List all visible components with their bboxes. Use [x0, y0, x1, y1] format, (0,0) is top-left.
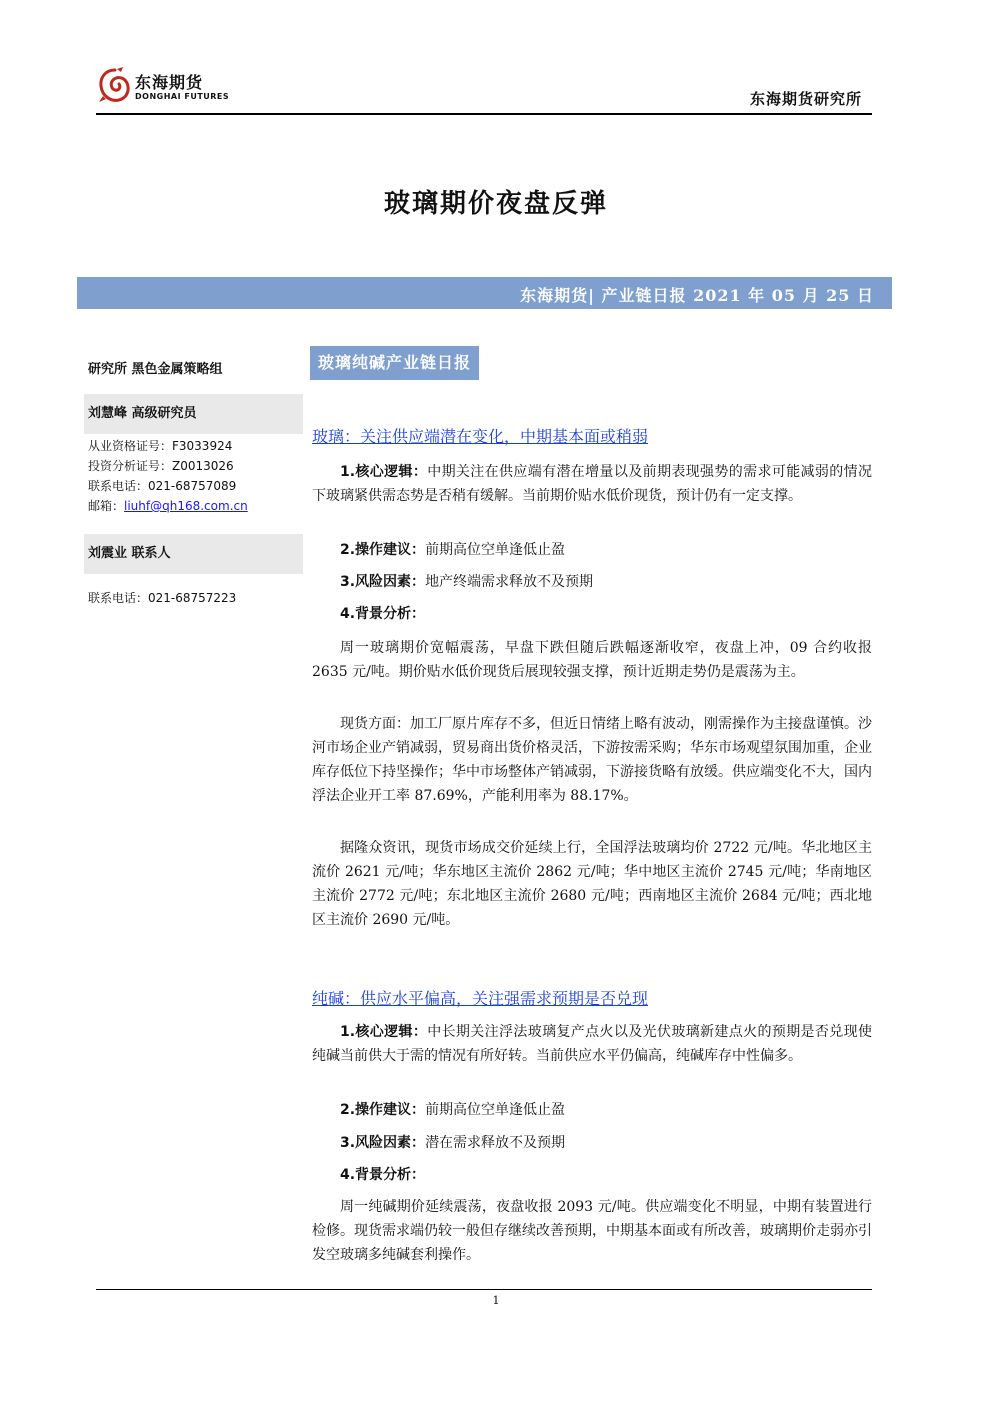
glass-logic-label: 1.核心逻辑：: [340, 464, 428, 480]
glass-section-title: 玻璃：关注供应端潜在变化，中期基本面或稍弱: [312, 427, 649, 446]
glass-logic-text: 中期关注在供应端有潜在增量以及前期表现强势的需求可能减弱的情况下玻璃紧供需态势是否稍有缓解。当前期价贴水低价现货，预计仍有一定支撑。: [312, 464, 872, 504]
soda-advice-label: 2.操作建议：: [340, 1102, 426, 1118]
glass-risk: [340, 570, 593, 594]
soda-core-logic: [312, 1020, 872, 1068]
glass-core-logic: [312, 460, 872, 508]
analyst-2-name: 刘震业 联系人: [84, 534, 303, 574]
document-title: 玻璃期价夜盘反弹: [383, 189, 608, 219]
analyst-1-phone: 联系电话：021-68757089: [88, 479, 237, 493]
glass-bg-label: 4.背景分析：: [340, 606, 426, 622]
glass-paragraph-3: 据隆众资讯，现货市场成交价延续上行，全国浮法玻璃均价 2722 元/吨。华北地区主流价 2621 元/吨；华东地区主流价 2862 元/吨；华中地区主流价 2745 元/吨；华南地区主流价 2772 元/吨；东北地区主流价 2680 元/吨；西南地区主流价 2684 元/吨；西北地区主流价 2690 元/吨。: [312, 840, 872, 928]
soda-background-heading: [340, 1163, 425, 1187]
header-divider: [96, 113, 872, 115]
soda-logic-label: 1.核心逻辑：: [340, 1024, 428, 1040]
soda-section-title: 纯碱：供应水平偏高，关注强需求预期是否兑现: [312, 989, 649, 1008]
report-banner: [77, 277, 892, 309]
soda-bg-label: 4.背景分析：: [340, 1167, 426, 1183]
logo-chinese-name: 东海期货: [135, 73, 204, 92]
soda-risk-text: 潜在需求释放不及预期: [425, 1135, 566, 1151]
soda-risk-label: 3.风险因素：: [340, 1135, 426, 1151]
glass-paragraph-2: 现货方面：加工厂原片库存不多，但近日情绪上略有波动，刚需操作为主接盘谨慎。沙河市场企业产销减弱，贸易商出货价格灵活，下游按需采购；华东市场观望氛围加重，企业库存低位下持坚操作；华中市场整体产销减弱，下游接货略有放缓。供应端变化不大，国内浮法企业开工率 87.69%，产能利用率为 88.17%。: [312, 716, 872, 804]
glass-risk-label: 3.风险因素：: [340, 574, 426, 590]
header-institute: 东海期货研究所: [749, 90, 862, 108]
analyst-1-investment-cert: 投资分析证号：Z0013026: [88, 459, 234, 473]
glass-advice-text: 前期高位空单逢低止盈: [425, 542, 566, 558]
page-number: 1: [492, 1294, 500, 1307]
sidebar-department: 研究所 黑色金属策略组: [88, 362, 223, 377]
analyst-2-phone: 联系电话：021-68757223: [88, 591, 237, 605]
analyst-1-name: 刘慧峰 高级研究员: [84, 394, 303, 434]
analyst-1-qualification: 从业资格证号：F3033924: [88, 439, 233, 453]
glass-paragraph-1: 周一玻璃期价宽幅震荡，早盘下跌但随后跌幅逐渐收窄，夜盘上冲，09 合约收报 2635 元/吨。期价贴水低价现货后展现较强支撑，预计近期走势仍是震荡为主。: [312, 640, 872, 680]
analyst-1-email-row: [84, 496, 303, 516]
footer-divider: [96, 1289, 872, 1290]
soda-advice: [340, 1098, 565, 1122]
glass-background-heading: [340, 602, 425, 626]
glass-advice-label: 2.操作建议：: [340, 542, 426, 558]
soda-paragraph-1: 周一纯碱期价延续震荡，夜盘收报 2093 元/吨。供应端变化不明显，中期有装置进行检修。现货需求端仍较一般但存继续改善预期，中期基本面或有所改善，玻璃期价走弱亦引发空玻璃多纯碱套利操作。: [312, 1199, 872, 1263]
glass-advice: [340, 538, 565, 562]
dragon-logo-icon: [97, 66, 133, 106]
section-tab: 玻璃纯碱产业链日报: [310, 346, 479, 380]
banner-text: 东海期货| 产业链日报 2021 年 05 月 25 日: [520, 286, 874, 305]
glass-risk-text: 地产终端需求释放不及预期: [425, 574, 594, 590]
soda-logic-text: 中长期关注浮法玻璃复产点火以及光伏玻璃新建点火的预期是否兑现使纯碱当前供大于需的情况有所好转。当前供应水平仍偏高，纯碱库存中性偏多。: [312, 1024, 872, 1064]
analyst-1-email-link[interactable]: liuhf@qh168.com.cn: [124, 499, 248, 513]
email-label: 邮箱：: [88, 499, 125, 513]
soda-risk: [340, 1131, 565, 1155]
logo-english-name: DONGHAI FUTURES: [135, 92, 230, 101]
company-logo: [97, 66, 237, 110]
soda-advice-text: 前期高位空单逢低止盈: [425, 1102, 566, 1118]
